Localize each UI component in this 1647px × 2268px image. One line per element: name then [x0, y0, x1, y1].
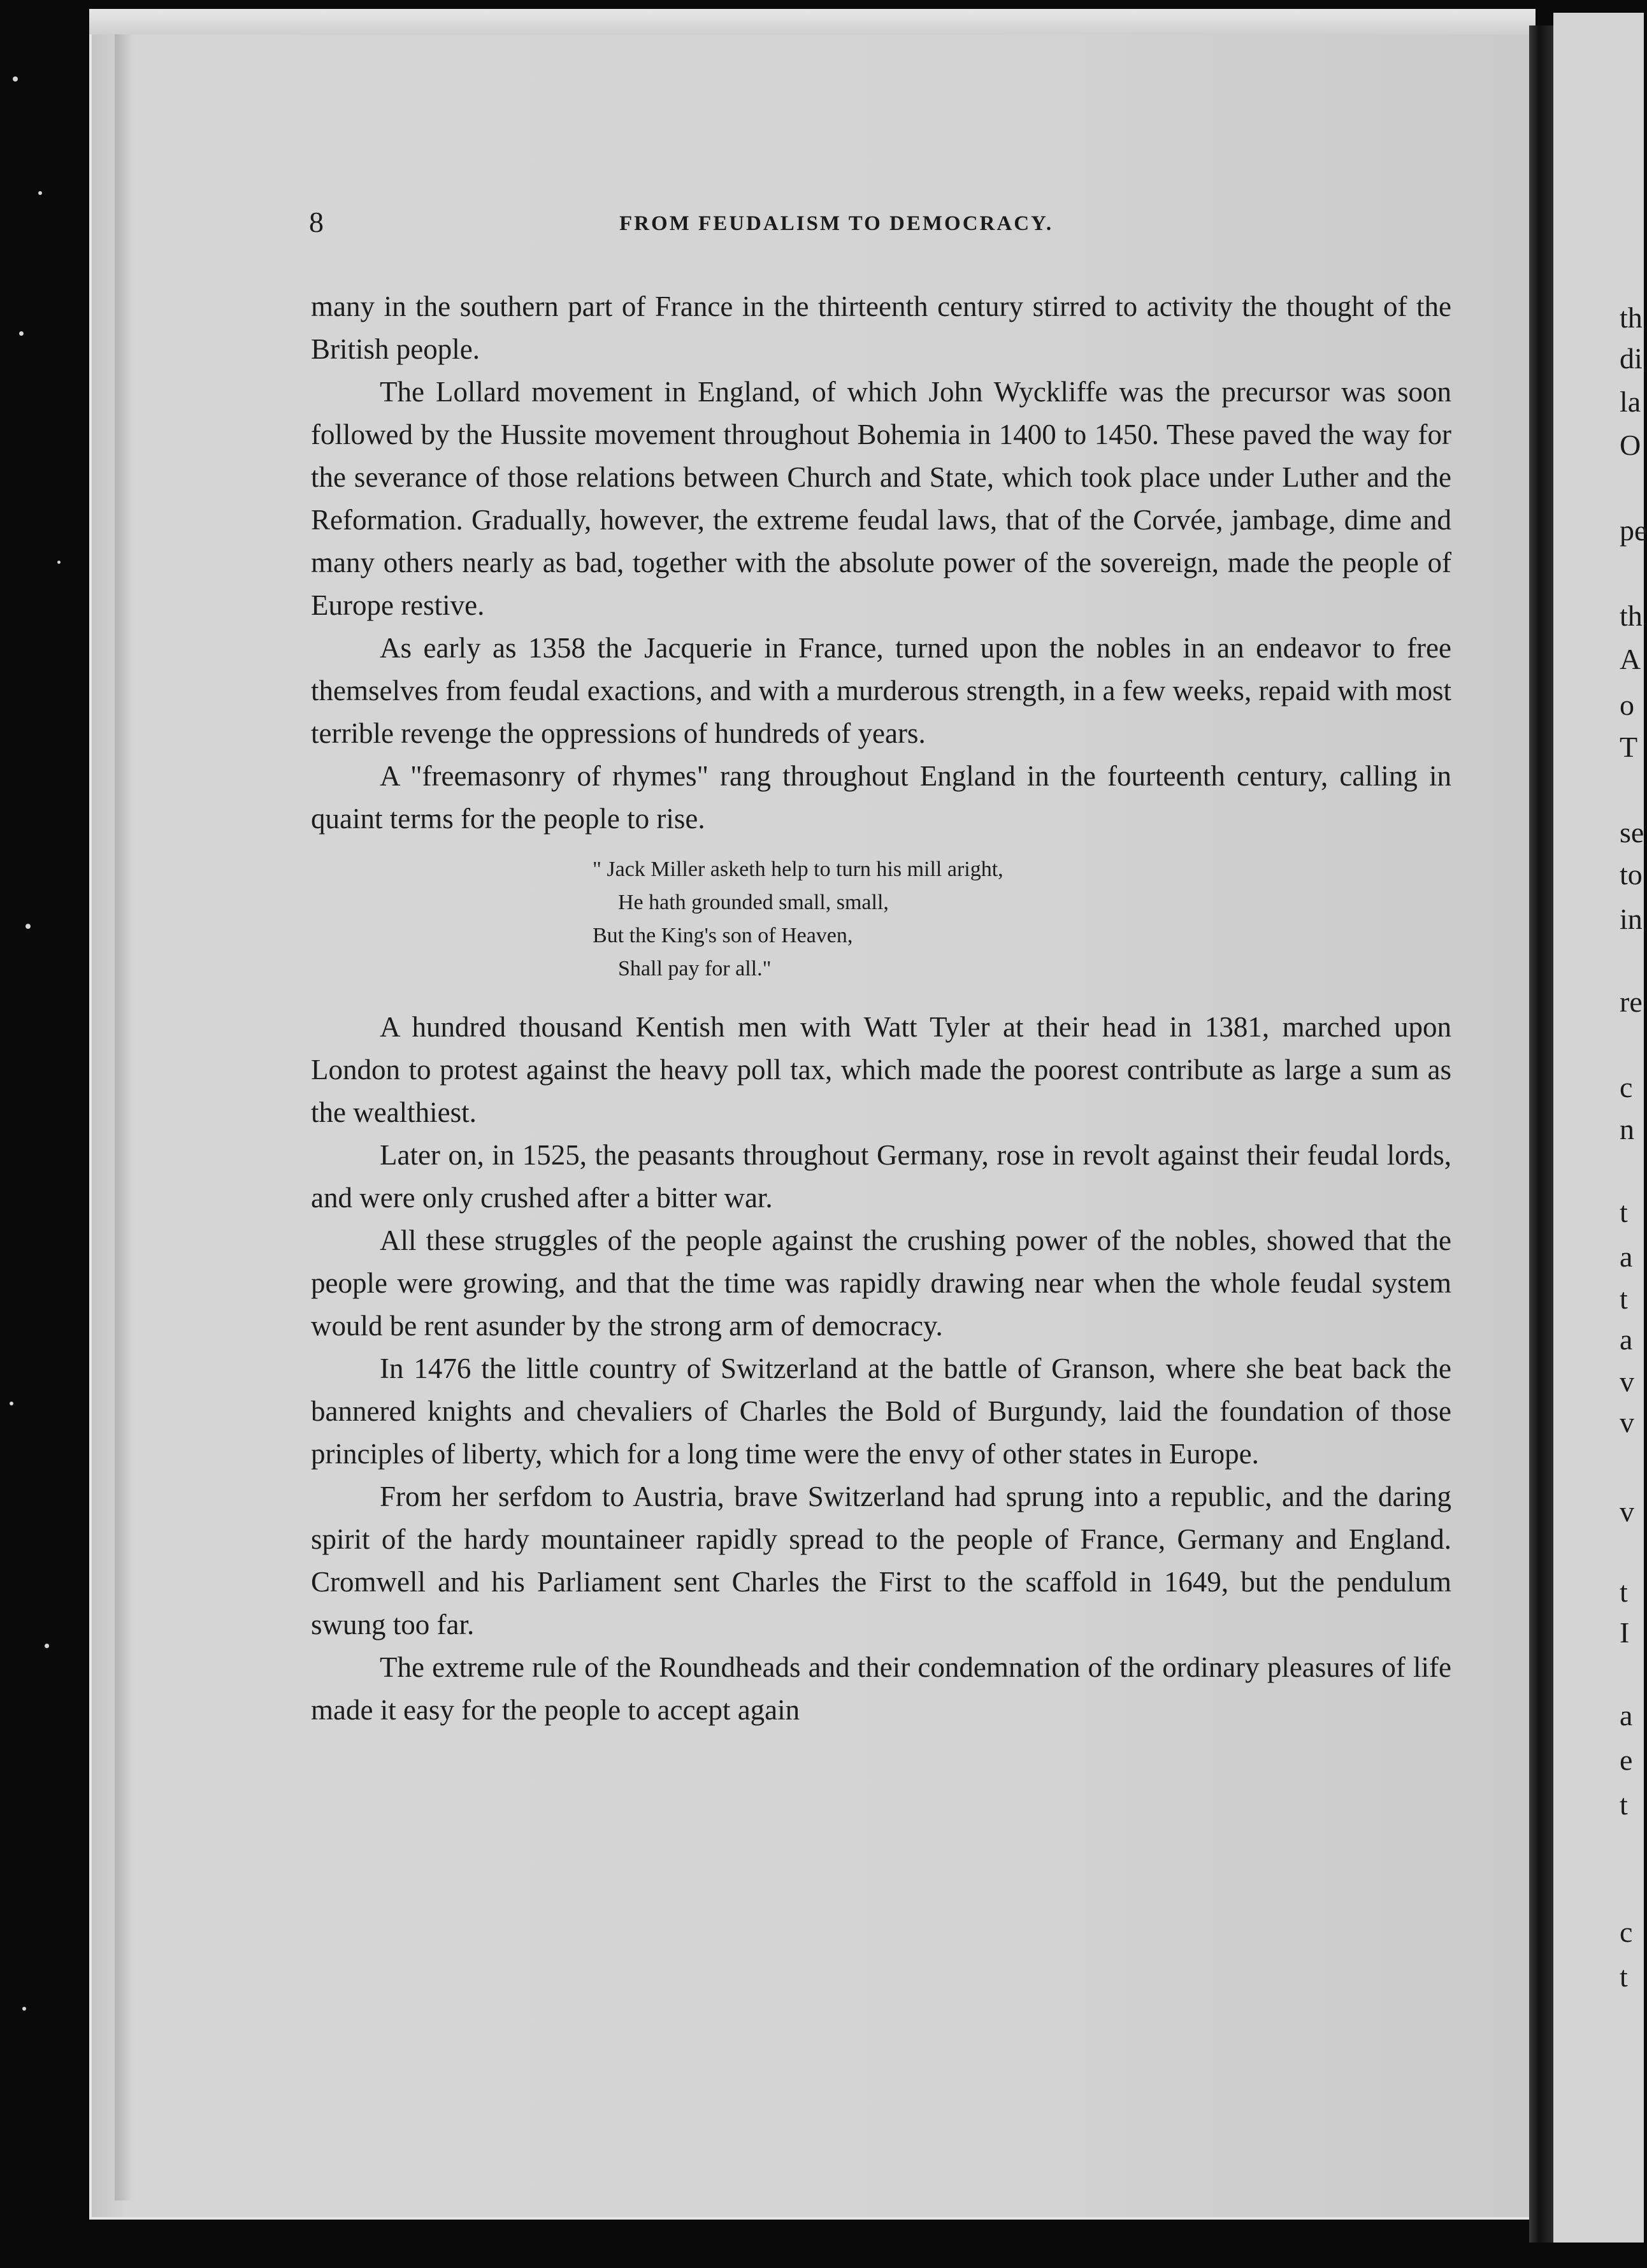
facing-page-fragment: o — [1620, 689, 1634, 721]
facing-page-fragment: v — [1620, 1495, 1634, 1528]
page-top-edge — [89, 9, 1536, 34]
facing-page-fragment: a — [1620, 1323, 1633, 1356]
facing-page-fragment: a — [1620, 1240, 1633, 1273]
scan-speck — [10, 1402, 13, 1405]
verse-quote — [593, 853, 1451, 986]
paragraph: The extreme rule of the Roundheads and their condemnation of the ordinary pleasures of life made it easy for the people to accept again — [311, 1651, 1451, 1726]
facing-page-fragment: th — [1620, 599, 1643, 632]
verse-line: But the King's son of Heaven, — [593, 924, 853, 947]
facing-page-fragment: e — [1620, 1744, 1633, 1776]
facing-page-fragment: t — [1620, 1575, 1628, 1608]
scan-speck — [45, 1644, 49, 1648]
paragraph: Later on, in 1525, the peasants throughout Germany, rose in revolt against their feudal lords, and were only crushed after a bitter war. — [311, 1139, 1451, 1214]
facing-page-fragment: c — [1620, 1916, 1633, 1948]
paragraph: All these struggles of the people against the crushing power of the nobles, showed that the people were growing, and that the time was rapidly drawing near when the whole feudal system would be rent asunder by the strong arm of democracy. — [311, 1224, 1451, 1342]
facing-page-fragment: c — [1620, 1071, 1633, 1103]
book-gutter — [1529, 25, 1553, 2243]
running-head: FROM FEUDALISM TO DEMOCRACY. — [619, 212, 1054, 235]
facing-page-fragment: pe — [1620, 514, 1647, 547]
facing-page-fragment: t — [1620, 1788, 1628, 1821]
scan-speck — [13, 76, 18, 82]
facing-page-fragment: t — [1620, 1282, 1628, 1315]
facing-page-fragment: v — [1620, 1406, 1634, 1439]
facing-page-fragment: in — [1620, 903, 1643, 935]
paragraph: The Lollard movement in England, of which John Wyckliffe was the precursor was soon followed by the Hussite movement throughout Bohemia in 1400 to 1450. These paved the way for the severance of those relations between Church and State, which took place under Luther and the Reformation. Gradually, however, the extreme feudal laws, that of the Corvée, jambage, dime and many others nearly as bad, together with the absolute power of the sovereign, made the people of Europe restive. — [311, 376, 1451, 621]
paragraph: many in the southern part of France in the thirteenth century stirred to activity the thought of the British people. — [311, 291, 1451, 365]
facing-page-fragment: I — [1620, 1616, 1630, 1649]
scan-speck — [38, 191, 42, 195]
verse-line: " Jack Miller asketh help to turn his mill aright, — [593, 858, 1003, 881]
paragraph: A "freemasonry of rhymes" rang throughout England in the fourteenth century, calling in quaint terms for the people to rise. — [311, 760, 1451, 835]
scan-speck — [19, 331, 24, 336]
facing-page-fragment: t — [1620, 1960, 1628, 1993]
facing-page-fragment: a — [1620, 1699, 1633, 1732]
facing-page-fragment: O — [1620, 429, 1641, 461]
facing-page-fragment: th — [1620, 301, 1643, 334]
scan-speck — [57, 561, 61, 564]
facing-page-fragment: T — [1620, 731, 1638, 763]
facing-page-fragment: se — [1620, 816, 1644, 849]
paragraph: A hundred thousand Kentish men with Watt Tyler at their head in 1381, marched upon London to protest against the heavy poll tax, which made the poorest contribute as large a sum as the wealthiest. — [311, 1011, 1451, 1128]
facing-page-fragment: v — [1620, 1365, 1634, 1398]
verse-line: He hath grounded small, small, — [618, 891, 889, 914]
facing-page-fragment: to — [1620, 858, 1643, 891]
verse-line: Shall pay for all." — [618, 957, 772, 980]
facing-page-fragment: la — [1620, 385, 1641, 418]
facing-page-fragment: n — [1620, 1113, 1634, 1145]
facing-page-fragment: A — [1620, 643, 1641, 675]
page-number: 8 — [309, 206, 324, 238]
paragraph: As early as 1358 the Jacquerie in France, turned upon the nobles in an endeavor to free themselves from feudal exactions, and with a murderous strength, in a few weeks, repaid with most terrible revenge the oppressions of hundreds of years. — [311, 632, 1451, 749]
scan-speck — [25, 924, 31, 929]
facing-page-fragment: re — [1620, 986, 1643, 1018]
facing-page-fragment: di — [1620, 342, 1643, 375]
paragraph: From her serfdom to Austria, brave Switzerland had sprung into a republic, and the daring spirit of the hardy mountaineer rapidly spread to the people of France, Germany and England. Cromwell and his Parliament sent Charles the First to the scaffold in 1649, but the pendulum swung too far. — [311, 1481, 1451, 1640]
body-text — [311, 285, 1451, 1732]
paragraph: In 1476 the little country of Switzerland at the battle of Granson, where she beat back the bannered knights and chevaliers of Charles the Bold of Burgundy, laid the foundation of those principles of liberty, which for a long time were the envy of other states in Europe. — [311, 1353, 1451, 1470]
facing-page-fragment: t — [1620, 1196, 1628, 1228]
page-edge-shadow — [115, 34, 134, 2200]
scan-speck — [22, 2007, 26, 2011]
